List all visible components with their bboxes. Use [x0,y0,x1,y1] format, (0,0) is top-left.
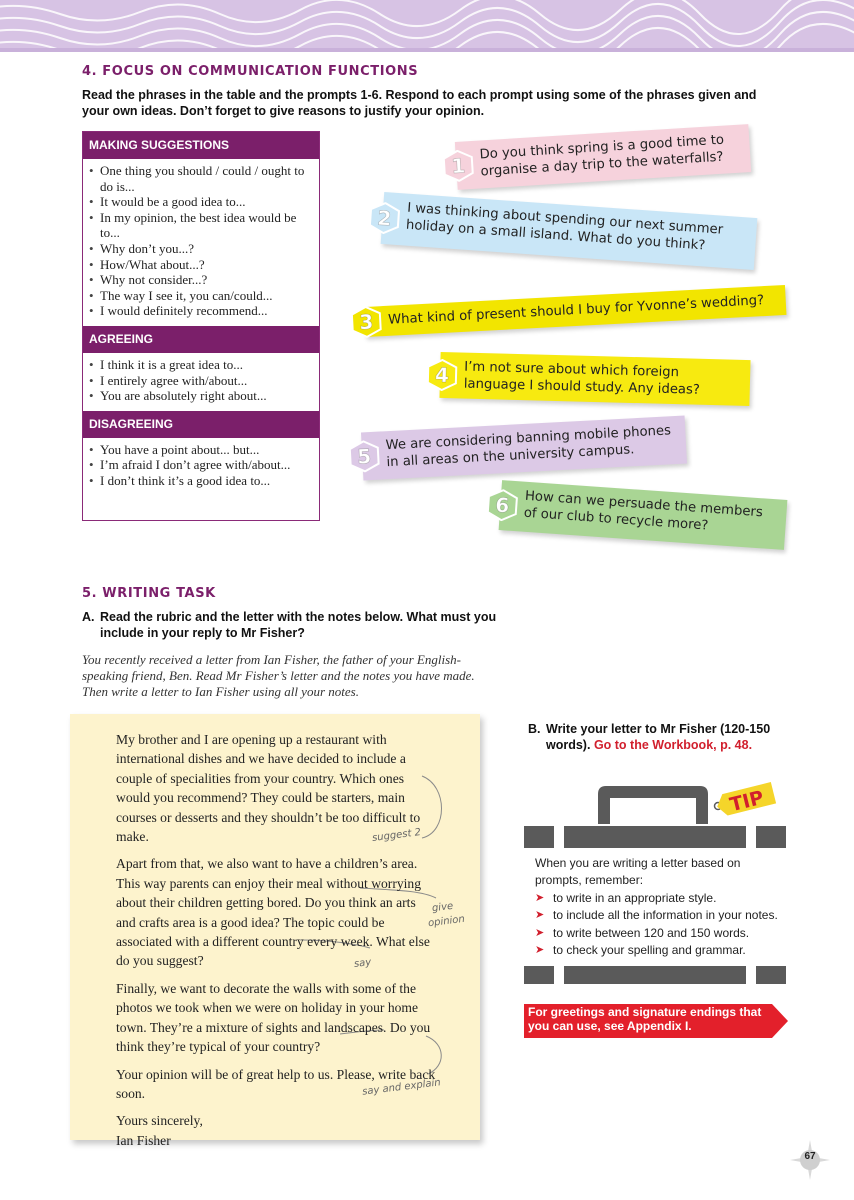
tip-item: ➤ to include all the information in your notes. [535,907,785,924]
section-5-title: 5. WRITING TASK [82,586,216,601]
prompt-note-6 [494,480,788,550]
phrase-item: • I’m afraid I don’t agree with/about... [89,457,311,473]
note-say: say [353,956,372,971]
prompt-text: I was thinking about spending our next summer holiday on a small island. What do you think? [405,200,724,254]
number-badge-icon [367,201,401,235]
tip-suitcase-icon [524,780,786,850]
note-give: give [431,900,454,915]
task-b-text: Write your letter to Mr Fisher (120-150 words). [546,722,771,752]
prompt-number: 5 [356,444,372,469]
prompt-note-5 [356,416,687,481]
phrase-item: • I think it is a great idea to... [89,357,311,373]
arrow-icon: ➤ [535,944,545,957]
task-b-label: B. [528,722,541,736]
phrase-item: • I don’t think it’s a good idea to... [89,473,311,489]
number-badge-icon [485,488,519,522]
tip-item: ➤ to write between 120 and 150 words. [535,925,785,942]
number-badge-icon [347,440,381,474]
number-badge-icon [426,359,459,392]
letter-paragraph: Finally, we want to decorate the walls with some of the photos we took when we were on holiday in your home town. They’re a mixture of sights and landscapes. Do you think they’re typical of your country? [116,980,431,1055]
section-4-instructions: Read the phrases in the table and the prompts 1-6. Respond to each prompt using some of the phrases given and your own ideas. Don’t forget to give reasons to justify your opinion. [82,88,757,118]
agreeing-list [83,353,319,411]
number-badge-icon [349,305,383,339]
arrow-icon: ➤ [535,909,545,922]
letter-paragraph: Your opinion will be of great help to us. Please, write back soon. [116,1066,436,1101]
disagreeing-list [83,438,319,496]
prompt-text: I’m not sure about which foreign language I should study. Any ideas? [463,359,701,398]
prompt-number: 6 [494,492,511,518]
prompt-note-1 [450,124,751,190]
phrase-item: • Why not consider...? [89,272,311,288]
phrase-item: • It would be a good idea to... [89,194,311,210]
task-a-text: Read the rubric and the letter with the notes below. What must you include in your reply to Mr Fisher? [100,610,497,640]
prompt-text: We are considering banning mobile phones in all areas on the university campus. [385,423,672,471]
letter-paragraph: Apart from that, we also want to have a children’s area. This way parents can enjoy their meal without worrying about their children getting bored. Do you think an arts and crafts area is a good idea? The topic could be associated with a different country every week. What else do you suggest? [116,856,430,969]
phrase-item: • You are absolutely right about... [89,388,311,404]
suitcase-bottom [524,966,786,984]
letter-signature: Ian Fisher [116,1132,171,1148]
tip-item: ➤ to check your spelling and grammar. [535,942,785,959]
arrow-icon: ➤ [535,891,545,904]
making-suggestions-list [83,159,319,326]
workbook-link[interactable]: Go to the Workbook, p. 48. [593,737,753,752]
tip-intro: When you are writing a letter based on prompts, remember: [535,856,741,888]
prompt-note-4 [434,352,750,406]
phrase-item: • I entirely agree with/about... [89,373,311,389]
prompt-text: What kind of present should I buy for Yvonne’s wedding? [387,293,765,328]
prompt-text: How can we persuade the members of our club to recycle more? [523,488,764,534]
prompt-note-3 [358,285,787,337]
disagreeing-heading: DISAGREEING [83,411,319,438]
prompt-number: 2 [376,205,393,231]
task-a-label: A. [82,610,95,624]
phrase-item: • I would definitely recommend... [89,303,311,319]
making-suggestions-heading: MAKING SUGGESTIONS [83,132,319,159]
tip-item: ➤ to write in an appropriate style. [535,890,785,907]
prompt-number: 1 [450,153,466,179]
note-suggest: suggest 2 [371,827,422,844]
number-badge-icon [441,149,475,183]
prompt-text: Do you think spring is a good time to organise a day trip to the waterfalls? [479,132,725,180]
prompt-number: 3 [358,309,374,335]
letter-closing: Yours sincerely, [116,1113,203,1129]
letter-paragraph: My brother and I are opening up a restaurant with international dishes and we have decided to include a couple of specialities from your country. Which ones would you recommend? They could be starters, main courses or desserts and they shouldn’t be too difficult to make. [116,732,421,845]
phrase-item: • How/What about...? [89,257,311,273]
decorative-wave-band [0,0,854,52]
phrases-table [82,131,320,521]
note-opinion: opinion [427,913,466,930]
note-say-explain: say and explain [361,1077,442,1098]
phrase-item: • You have a point about... but... [89,442,311,458]
phrase-item: • Why don’t you...? [89,241,311,257]
page-number: 67 [804,1151,816,1162]
appendix-banner-text: For greetings and signature endings that you can use, see Appendix I. [528,1005,762,1033]
section-4-title: 4. FOCUS ON COMMUNICATION FUNCTIONS [82,64,419,79]
phrase-item: • The way I see it, you can/could... [89,288,311,304]
agreeing-heading: AGREEING [83,326,319,353]
phrase-item: • One thing you should / could / ought to do is... [89,163,311,194]
phrase-item: • In my opinion, the best idea would be to... [89,210,311,241]
prompt-note-2 [376,192,758,270]
tip-content [535,855,785,959]
arrow-icon: ➤ [535,926,545,939]
rubric-text: You recently received a letter from Ian Fisher, the father of your English-speaking friend, Ben. Read Mr Fisher’s letter and the notes you have made. Then write a letter to Ian Fisher using all your notes. [82,652,475,699]
tip-list [535,890,785,960]
tip-label: TIP [727,786,766,817]
task-a [82,610,502,641]
prompt-number: 4 [434,362,450,388]
task-b [528,722,798,753]
letter-card [70,714,480,1148]
